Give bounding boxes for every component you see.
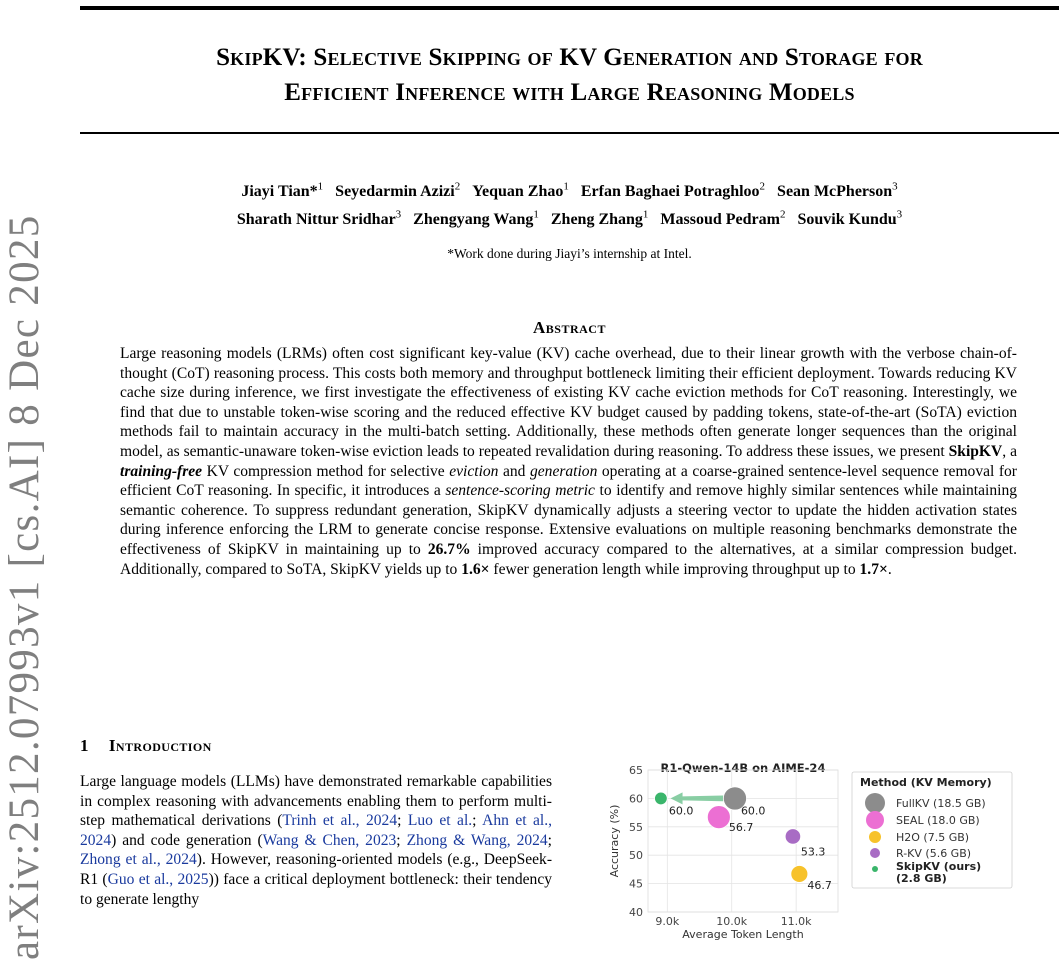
legend-label: SkipKV (ours): [896, 860, 982, 873]
legend-marker: [866, 811, 884, 829]
citation-link[interactable]: Wang & Chen, 2023: [262, 831, 397, 849]
top-rule: [80, 6, 1059, 10]
author: Jiayi Tian*$^1$: [241, 181, 324, 201]
title-bottom-rule: [80, 132, 1059, 134]
y-tick-label: 60: [629, 792, 643, 806]
author: Sharath Nittur Sridhar$^3$: [236, 208, 402, 228]
citation-link[interactable]: Ahn et al., 2024: [80, 812, 552, 849]
data-label: 60.0: [668, 804, 694, 818]
author: Seyedarmin Azizi$^2$: [335, 181, 461, 201]
author: Erfan Baghaei Potraghloo$^2$: [580, 181, 766, 201]
legend-label-cont: (2.8 GB): [896, 872, 947, 885]
citation-link[interactable]: Zhong et al., 2024: [80, 851, 197, 869]
arxiv-watermark: arXiv:2512.07993v1 [cs.AI] 8 Dec 2025: [1, 214, 48, 960]
data-point: [791, 865, 808, 882]
author-line-2: [80, 203, 1059, 230]
training-free-emph: training-free: [120, 462, 203, 480]
y-tick-label: 45: [629, 877, 643, 891]
data-label: 46.7: [807, 878, 832, 892]
data-point: [655, 792, 668, 805]
y-tick-label: 50: [629, 849, 643, 863]
data-point: [785, 829, 800, 844]
internship-note: *Work done during Jiayi’s internship at Intel.: [447, 246, 692, 261]
trend-arrow: [671, 792, 729, 804]
author: Yequan Zhao$^1$: [472, 181, 569, 201]
author: Massoud Pedram$^2$: [660, 208, 786, 228]
legend-marker: [870, 848, 880, 858]
abstract-heading: Abstract: [533, 318, 606, 337]
legend-label: SEAL (18.0 GB): [896, 814, 980, 827]
legend-marker: [869, 831, 881, 843]
method-name: SkipKV: [948, 442, 1003, 460]
author: Sean McPherson$^3$: [777, 181, 898, 201]
paper-title: [80, 40, 1059, 110]
author-line-1: [80, 176, 1059, 203]
legend-marker: [872, 866, 878, 872]
data-label: 56.7: [728, 821, 754, 835]
abstract-text: Large reasoning models (LRMs) often cost significant key-value (KV) cache overhead, due to their linear growth with the verbose chain-of-thought (CoT) reasoning process. This costs both memory and throughput bottleneck limiting their efficient deployment. Towards reducing KV cache size during inference, we first investigate the effectiveness of existing KV cache eviction methods for CoT reasoning. Interestingly, we find that due to unstable token-wise scoring and the reduced effective KV budget caused by padding tokens, state-of-the-art (SoTA) eviction methods fail to maintain accuracy in the multi-batch setting. Additionally, these methods often generate longer sequences than the original model, as semantic-unaware token-wise eviction leads to repeated revalidation during reasoning. To address these issues, we present SkipKV, a training-free KV compression method for selective eviction and generation operating at a coarse-grained sentence-level sequence removal for efficient CoT reasoning. In specific, it introduces a sentence-scoring metric to identify and remove highly similar sentences while maintaining semantic coherence. To suppress redundant generation, SkipKV dynamically adjusts a steering vector to update the hidden activation states during inference enforcing the LRM to generate concise response. Extensive evaluations on multiple reasoning benchmarks demonstrate the effectiveness of SkipKV in maintaining up to 26.7% improved accuracy compared to the alternatives, at a similar compression budget. Additionally, compared to SoTA, SkipKV yields up to 1.6× fewer generation length while improving throughput up to 1.7×.: [120, 345, 1017, 578]
x-tick-label: 10.0k: [716, 915, 748, 928]
legend-label: H2O (7.5 GB): [896, 831, 970, 844]
data-label: 53.3: [800, 845, 826, 859]
chart-svg: [598, 758, 1059, 960]
x-tick-label: 11.0k: [780, 915, 812, 928]
author: Zhengyang Wang$^1$: [413, 208, 539, 228]
y-axis-label: Accuracy (%): [608, 804, 621, 878]
chart-title: R1-Qwen-14B on AIME-24: [660, 760, 826, 775]
title-line-1: SkipKV: Selective Skipping of KV Generation and Storage for: [216, 44, 923, 71]
y-tick-label: 40: [629, 906, 643, 919]
legend-marker: [865, 793, 885, 813]
y-tick-label: 65: [629, 764, 643, 777]
data-point: [707, 806, 730, 829]
x-tick-label: 9.0k: [655, 915, 680, 928]
x-axis-label: Average Token Length: [682, 928, 804, 941]
figure-scatter-chart: [598, 758, 1059, 960]
data-label: 60.0: [740, 804, 766, 818]
citation-link[interactable]: Luo et al.: [407, 812, 473, 830]
citation-link[interactable]: Guo et al., 2025: [107, 870, 209, 888]
legend-label: R-KV (5.6 GB): [896, 847, 972, 860]
title-line-2: Efficient Inference with Large Reasoning Models: [284, 79, 855, 106]
author: Zheng Zhang$^1$: [550, 208, 649, 228]
section-heading-introduction: 1 Introduction: [80, 736, 212, 755]
author-list: [80, 176, 1059, 231]
y-tick-label: 55: [629, 820, 643, 834]
citation-link[interactable]: Trinh et al., 2024: [282, 812, 398, 830]
citation-link[interactable]: Zhong & Wang, 2024: [406, 831, 548, 849]
legend-title: Method (KV Memory): [860, 776, 992, 789]
introduction-text: Large language models (LLMs) have demonstrated remarkable capabilities in complex reasoning with advancements enabling them to perform multi-step mathematical derivations (Trinh et al., 2024; Luo et al.; Ahn et al., 2024) and code generation (Wang & Chen, 2023; Zhong & Wang, 2024; Zhong et al., 2024). However, reasoning-oriented models (e.g., DeepSeek-R1 (Guo et al., 2025)) face a critical deployment bottleneck: their tendency to generate lengthy: [80, 773, 553, 908]
author: Souvik Kundu$^3$: [797, 208, 903, 228]
legend-label: FullKV (18.5 GB): [896, 797, 986, 810]
